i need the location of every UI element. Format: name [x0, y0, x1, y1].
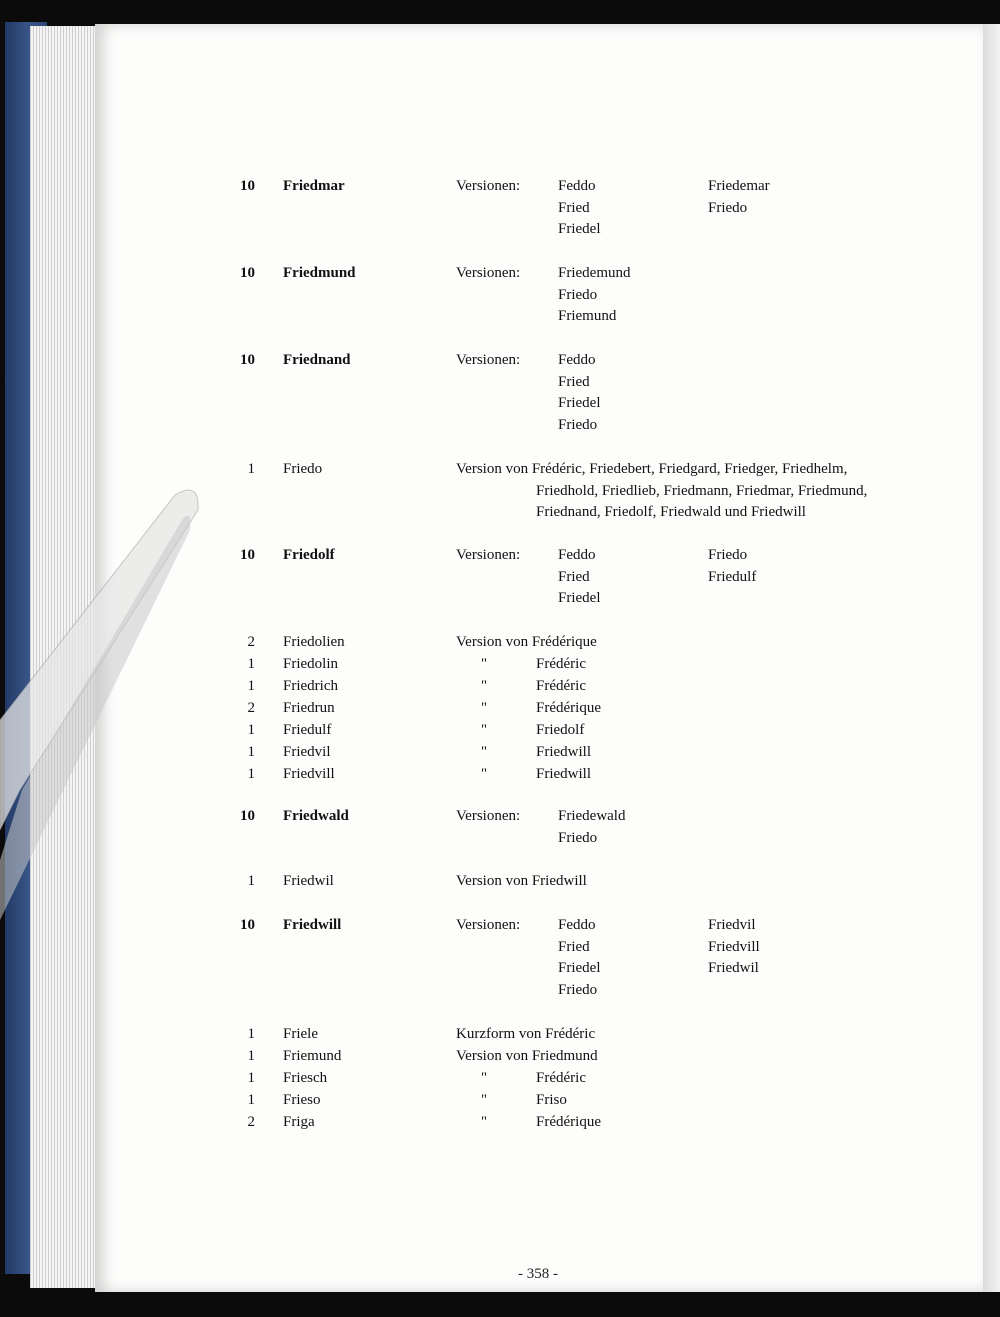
entry-reference: Friso [536, 1092, 567, 1108]
version-item: Friedvil [708, 917, 756, 933]
entry-name: Friedrich [283, 678, 338, 694]
entry-count: 1 [247, 1048, 255, 1064]
entry-count: 1 [247, 1092, 255, 1108]
version-item: Friedel [558, 395, 601, 412]
entry-description: Versionen: [456, 547, 521, 563]
entry-reference: Friedwill [536, 744, 591, 760]
entry-count: 10 [240, 265, 255, 281]
version-item: Friedel [558, 960, 601, 977]
entry-count: 1 [247, 744, 255, 760]
entry-count: 10 [240, 178, 255, 194]
entry-count: 2 [247, 634, 255, 650]
entry-name: Friele [283, 1026, 318, 1042]
version-item: Feddo [558, 917, 596, 933]
entry-reference: Frédérique [536, 1114, 601, 1130]
entry-description: Version von Friedmund [456, 1048, 598, 1064]
entry-name: Friedvil [283, 744, 331, 760]
entry-count: 2 [247, 1114, 255, 1130]
entry-count: 1 [247, 678, 255, 694]
entry-reference: Friedwill [536, 766, 591, 782]
entry-count: 1 [247, 722, 255, 738]
entry-name: Frieso [283, 1092, 321, 1108]
entry-name: Friedolin [283, 656, 338, 672]
version-item: Friedewald [558, 808, 626, 824]
entry-name: Friedmund [283, 265, 356, 281]
version-item: Feddo [558, 352, 596, 368]
entry-name: Friga [283, 1114, 315, 1130]
version-item: Feddo [558, 547, 596, 563]
entry-count: 1 [247, 1070, 255, 1086]
entry-count: 10 [240, 547, 255, 563]
entry-description: Versionen: [456, 178, 521, 194]
entry-description: Versionen: [456, 265, 521, 281]
entry-name: Friedrun [283, 700, 335, 716]
entry-name: Friedo [283, 461, 323, 477]
entry-description: " [481, 722, 488, 738]
entry-description: " [481, 766, 488, 782]
version-item: Feddo [558, 178, 596, 194]
entry-name: Friedwill [283, 917, 342, 933]
next-page-edge [983, 24, 1000, 1292]
entry-reference: Friedolf [536, 722, 585, 738]
entry-description-continued: Friednand, Friedolf, Friedwald und Friedwill [536, 504, 806, 521]
entry-count: 10 [240, 917, 255, 933]
version-item: Friedulf [708, 568, 757, 585]
version-item: Friedel [558, 590, 601, 607]
entry-name: Friedwald [283, 808, 349, 824]
entry-description: Versionen: [456, 352, 521, 368]
entry-description: " [481, 744, 488, 760]
entry-description: " [481, 700, 488, 716]
entry-description: " [481, 678, 488, 694]
entry-count: 10 [240, 352, 255, 368]
version-item: Friedo [708, 199, 748, 216]
version-item: Friedo [708, 547, 748, 563]
entry-description: Versionen: [456, 808, 521, 824]
entry-name: Friemund [283, 1048, 342, 1064]
entry-reference: Frédérique [536, 700, 601, 716]
version-item: Friedo [558, 417, 598, 434]
entry-count: 10 [240, 808, 255, 824]
version-item: Fried [558, 373, 590, 390]
version-item: Friedo [558, 286, 598, 303]
entry-reference: Frédéric [536, 656, 586, 672]
entry-description: " [481, 1092, 488, 1108]
entry-count: 2 [247, 700, 255, 716]
entry-description: " [481, 1114, 488, 1130]
entry-reference: Frédéric [536, 678, 586, 694]
entry-name: Friesch [283, 1070, 328, 1086]
version-item: Friedo [558, 829, 598, 846]
version-item: Friedemar [708, 178, 770, 194]
version-item: Friedwil [708, 960, 759, 977]
entry-description: Version von Frédéric, Friedebert, Friedgard, Friedger, Friedhelm, [456, 461, 848, 477]
version-item: Friedemund [558, 265, 631, 281]
version-item: Fried [558, 938, 590, 955]
entry-description: Version von Frédérique [456, 634, 597, 650]
entry-name: Friedwil [283, 873, 334, 889]
entry-count: 1 [247, 766, 255, 782]
entry-name: Friedmar [283, 178, 345, 194]
entry-count: 1 [247, 461, 255, 477]
entry-name: Friedvill [283, 766, 335, 782]
version-item: Friedo [558, 982, 598, 999]
version-item: Fried [558, 199, 590, 216]
version-item: Friemund [558, 308, 617, 325]
entry-count: 1 [247, 873, 255, 889]
version-item: Friedvill [708, 938, 760, 955]
page-number: - 358 - [518, 1266, 558, 1282]
entry-description: Version von Friedwill [456, 873, 587, 889]
entry-count: 1 [247, 656, 255, 672]
entry-description: Versionen: [456, 917, 521, 933]
version-item: Fried [558, 568, 590, 585]
entry-description-continued: Friedhold, Friedlieb, Friedmann, Friedmar, Friedmund, [536, 482, 868, 499]
entry-description: Kurzform von Frédéric [456, 1026, 596, 1042]
entry-count: 1 [247, 1026, 255, 1042]
entry-name: Friedolf [283, 547, 335, 563]
entry-description: " [481, 656, 488, 672]
entry-name: Friednand [283, 352, 351, 368]
entry-reference: Frédéric [536, 1070, 586, 1086]
version-item: Friedel [558, 221, 601, 238]
page-edges [30, 26, 102, 1288]
entry-name: Friedulf [283, 722, 332, 738]
entry-name: Friedolien [283, 634, 345, 650]
entry-description: " [481, 1070, 488, 1086]
